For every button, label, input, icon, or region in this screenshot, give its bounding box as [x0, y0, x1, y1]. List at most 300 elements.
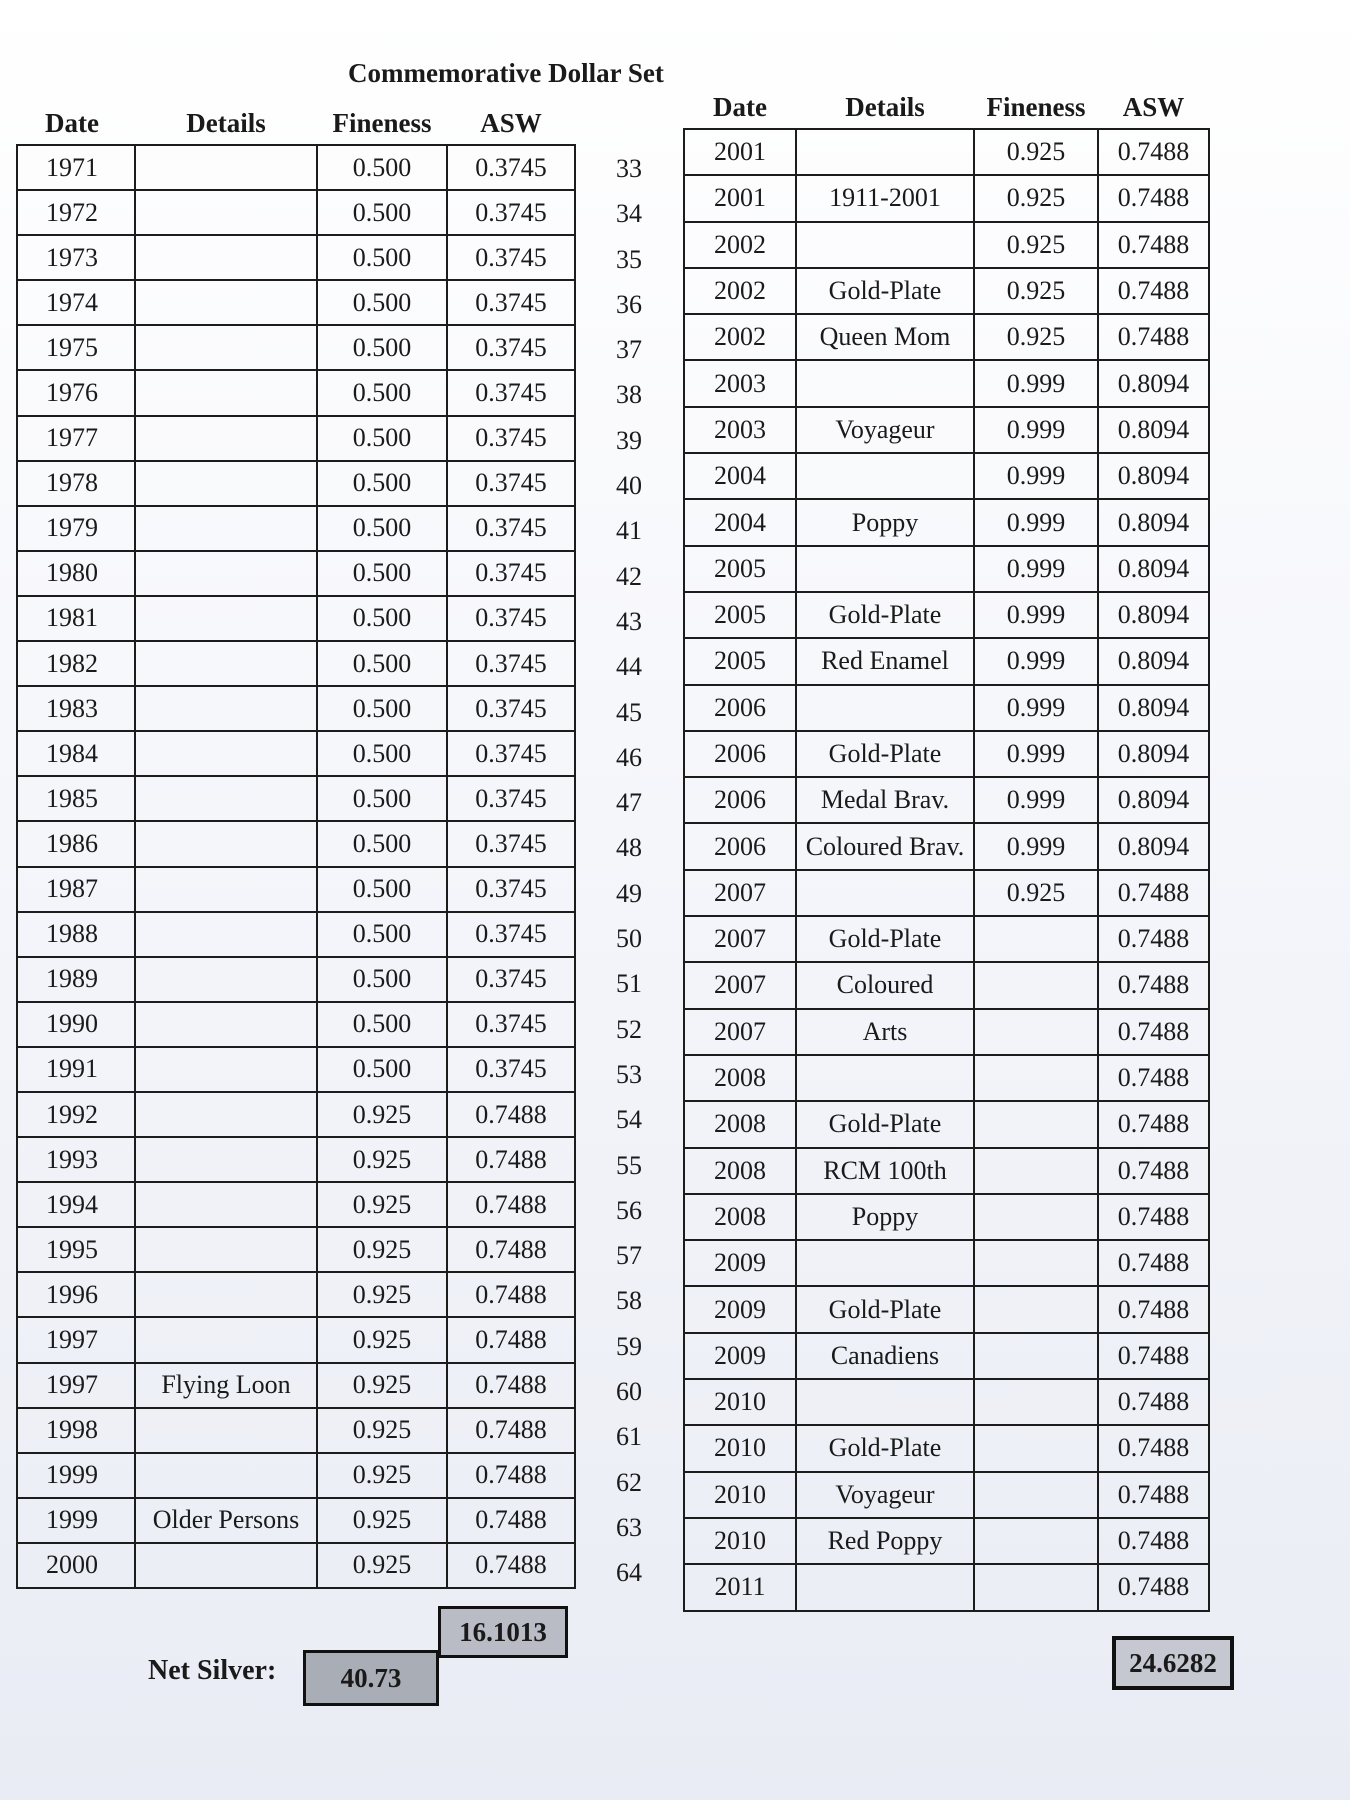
cell-asw: 0.7488	[1098, 1518, 1209, 1564]
cell-asw: 0.3745	[447, 325, 575, 370]
header-details: Details	[186, 107, 266, 138]
cell-asw: 0.3745	[447, 416, 575, 461]
table-row	[17, 912, 575, 957]
cell-date: 1998	[17, 1408, 135, 1453]
row-number: 57	[616, 1241, 642, 1271]
cell-details	[135, 641, 317, 686]
table-row	[684, 268, 1209, 314]
page-title: Commemorative Dollar Set	[348, 58, 664, 88]
cell-date: 2005	[684, 638, 796, 684]
cell-fineness: 0.999	[974, 592, 1098, 638]
cell-details	[796, 1055, 974, 1101]
cell-date: 2005	[684, 546, 796, 592]
cell-details	[135, 1543, 317, 1588]
table-row	[684, 1425, 1209, 1471]
table-row	[684, 1101, 1209, 1147]
cell-fineness	[974, 1425, 1098, 1471]
cell-asw: 0.7488	[447, 1317, 575, 1362]
table-row	[684, 685, 1209, 731]
cell-fineness: 0.925	[317, 1408, 447, 1453]
cell-asw: 0.7488	[1098, 129, 1209, 175]
table-row	[684, 360, 1209, 406]
cell-date: 2007	[684, 916, 796, 962]
cell-date: 1988	[17, 912, 135, 957]
row-number: 54	[616, 1105, 642, 1135]
cell-date: 1977	[17, 416, 135, 461]
row-number: 46	[616, 742, 642, 772]
table-row	[17, 1363, 575, 1408]
cell-fineness: 0.925	[974, 129, 1098, 175]
table-row	[17, 1002, 575, 1047]
cell-fineness: 0.999	[974, 638, 1098, 684]
cell-asw: 0.3745	[447, 461, 575, 506]
cell-asw: 0.3745	[447, 776, 575, 821]
cell-details	[135, 1227, 317, 1272]
cell-details	[135, 731, 317, 776]
table-row	[684, 1472, 1209, 1518]
cell-asw: 0.7488	[1098, 1333, 1209, 1379]
cell-details	[796, 1240, 974, 1286]
cell-asw: 0.7488	[1098, 222, 1209, 268]
table-row	[17, 416, 575, 461]
row-number: 51	[616, 969, 642, 999]
cell-fineness: 0.925	[317, 1317, 447, 1362]
table-row	[17, 1498, 575, 1543]
cell-fineness: 0.500	[317, 190, 447, 235]
cell-details: Older Persons	[135, 1498, 317, 1543]
cell-asw: 0.3745	[447, 506, 575, 551]
cell-details	[135, 1002, 317, 1047]
cell-date: 2006	[684, 777, 796, 823]
cell-date: 1980	[17, 551, 135, 596]
cell-fineness: 0.999	[974, 499, 1098, 545]
cell-asw: 0.7488	[1098, 1425, 1209, 1471]
cell-asw: 0.7488	[1098, 1472, 1209, 1518]
row-number: 61	[616, 1422, 642, 1452]
table-row	[17, 957, 575, 1002]
table-row	[17, 461, 575, 506]
cell-fineness: 0.999	[974, 823, 1098, 869]
table-row	[17, 1137, 575, 1182]
table-row	[17, 551, 575, 596]
header-date: Date	[713, 91, 767, 122]
cell-fineness: 0.925	[974, 314, 1098, 360]
cell-fineness: 0.925	[317, 1363, 447, 1408]
cell-fineness	[974, 916, 1098, 962]
cell-fineness: 0.999	[974, 453, 1098, 499]
table-row	[17, 1272, 575, 1317]
cell-details	[796, 222, 974, 268]
cell-details: Gold-Plate	[796, 592, 974, 638]
cell-details	[135, 551, 317, 596]
cell-asw: 0.8094	[1098, 823, 1209, 869]
cell-date: 1992	[17, 1092, 135, 1137]
table-row	[17, 686, 575, 731]
left-table	[16, 102, 576, 1589]
right-asw-total: 24.6282	[1112, 1636, 1234, 1690]
cell-details	[135, 235, 317, 280]
cell-date: 1990	[17, 1002, 135, 1047]
row-number: 47	[616, 788, 642, 818]
cell-details	[796, 129, 974, 175]
cell-fineness: 0.999	[974, 731, 1098, 777]
cell-details	[135, 867, 317, 912]
cell-details	[135, 145, 317, 190]
cell-details	[135, 506, 317, 551]
cell-fineness: 0.500	[317, 686, 447, 731]
cell-asw: 0.8094	[1098, 360, 1209, 406]
cell-date: 1972	[17, 190, 135, 235]
cell-details	[135, 686, 317, 731]
cell-fineness: 0.500	[317, 912, 447, 957]
cell-asw: 0.7488	[1098, 1379, 1209, 1425]
cell-asw: 0.7488	[447, 1408, 575, 1453]
table-row	[684, 1333, 1209, 1379]
cell-fineness: 0.925	[974, 175, 1098, 221]
cell-asw: 0.3745	[447, 957, 575, 1002]
cell-details: Gold-Plate	[796, 916, 974, 962]
cell-details	[135, 325, 317, 370]
cell-fineness	[974, 1240, 1098, 1286]
table-row	[17, 596, 575, 641]
row-number: 39	[616, 425, 642, 455]
table-row	[684, 499, 1209, 545]
cell-details: Gold-Plate	[796, 1286, 974, 1332]
cell-details	[796, 453, 974, 499]
cell-fineness: 0.925	[317, 1543, 447, 1588]
cell-details: Canadiens	[796, 1333, 974, 1379]
cell-date: 2002	[684, 314, 796, 360]
cell-asw: 0.7488	[447, 1272, 575, 1317]
cell-asw: 0.7488	[447, 1543, 575, 1588]
cell-fineness: 0.925	[317, 1092, 447, 1137]
row-number: 55	[616, 1150, 642, 1180]
cell-fineness: 0.500	[317, 776, 447, 821]
cell-asw: 0.7488	[1098, 1009, 1209, 1055]
row-number: 45	[616, 697, 642, 727]
cell-date: 2011	[684, 1564, 796, 1610]
header-asw: ASW	[480, 107, 542, 138]
cell-details	[796, 685, 974, 731]
cell-date: 2008	[684, 1055, 796, 1101]
cell-asw: 0.3745	[447, 1002, 575, 1047]
cell-date: 2009	[684, 1286, 796, 1332]
cell-asw: 0.8094	[1098, 499, 1209, 545]
cell-details: Arts	[796, 1009, 974, 1055]
table-row	[684, 823, 1209, 869]
table-row	[17, 867, 575, 912]
cell-date: 2005	[684, 592, 796, 638]
cell-asw: 0.8094	[1098, 685, 1209, 731]
row-number: 49	[616, 878, 642, 908]
cell-date: 1976	[17, 370, 135, 415]
row-number: 63	[616, 1512, 642, 1542]
row-number: 53	[616, 1059, 642, 1089]
cell-fineness: 0.500	[317, 506, 447, 551]
table-row	[17, 821, 575, 866]
cell-asw: 0.8094	[1098, 453, 1209, 499]
cell-details: Poppy	[796, 499, 974, 545]
cell-asw: 0.3745	[447, 280, 575, 325]
table-row	[684, 314, 1209, 360]
row-number: 35	[616, 244, 642, 274]
cell-fineness: 0.500	[317, 370, 447, 415]
table-row	[17, 1453, 575, 1498]
table-row	[17, 145, 575, 190]
row-number: 48	[616, 833, 642, 863]
cell-fineness: 0.500	[317, 867, 447, 912]
cell-details: Coloured Brav.	[796, 823, 974, 869]
cell-asw: 0.7488	[1098, 1194, 1209, 1240]
cell-details: RCM 100th	[796, 1148, 974, 1194]
cell-asw: 0.7488	[1098, 916, 1209, 962]
cell-fineness	[974, 1286, 1098, 1332]
cell-asw: 0.7488	[1098, 1055, 1209, 1101]
cell-fineness: 0.500	[317, 551, 447, 596]
cell-date: 2008	[684, 1148, 796, 1194]
cell-details	[135, 821, 317, 866]
row-number: 52	[616, 1014, 642, 1044]
row-number: 56	[616, 1195, 642, 1225]
table-row	[684, 129, 1209, 175]
table-row	[17, 1092, 575, 1137]
cell-details	[796, 546, 974, 592]
cell-date: 2001	[684, 175, 796, 221]
cell-details	[135, 461, 317, 506]
header-date: Date	[45, 107, 99, 138]
cell-date: 1987	[17, 867, 135, 912]
table-row	[684, 731, 1209, 777]
cell-asw: 0.7488	[447, 1227, 575, 1272]
row-number: 38	[616, 380, 642, 410]
cell-date: 1975	[17, 325, 135, 370]
table-row	[684, 1148, 1209, 1194]
cell-details	[796, 1379, 974, 1425]
cell-fineness: 0.500	[317, 235, 447, 280]
cell-fineness	[974, 1194, 1098, 1240]
cell-date: 1984	[17, 731, 135, 776]
cell-fineness	[974, 1009, 1098, 1055]
table-row	[17, 1408, 575, 1453]
net-silver-label: Net Silver:	[148, 1655, 277, 1686]
cell-fineness: 0.925	[317, 1272, 447, 1317]
cell-date: 2004	[684, 499, 796, 545]
cell-details	[796, 1564, 974, 1610]
cell-date: 2000	[17, 1543, 135, 1588]
cell-details: Voyageur	[796, 407, 974, 453]
table-row	[684, 870, 1209, 916]
table-row	[684, 638, 1209, 684]
cell-fineness	[974, 1472, 1098, 1518]
table-row	[17, 280, 575, 325]
cell-fineness	[974, 1333, 1098, 1379]
cell-date: 2010	[684, 1379, 796, 1425]
row-number: 50	[616, 924, 642, 954]
row-number: 41	[616, 516, 642, 546]
cell-date: 2006	[684, 731, 796, 777]
cell-date: 1986	[17, 821, 135, 866]
cell-fineness	[974, 1101, 1098, 1147]
cell-date: 1997	[17, 1363, 135, 1408]
row-number: 64	[616, 1558, 642, 1588]
cell-fineness: 0.925	[317, 1182, 447, 1227]
cell-fineness: 0.500	[317, 1002, 447, 1047]
cell-date: 1983	[17, 686, 135, 731]
cell-date: 1991	[17, 1047, 135, 1092]
cell-asw: 0.3745	[447, 821, 575, 866]
cell-asw: 0.7488	[1098, 1101, 1209, 1147]
cell-fineness	[974, 1564, 1098, 1610]
table-row	[17, 731, 575, 776]
table-row	[17, 325, 575, 370]
table-row	[684, 1055, 1209, 1101]
cell-fineness: 0.999	[974, 546, 1098, 592]
cell-asw: 0.8094	[1098, 777, 1209, 823]
cell-details: Gold-Plate	[796, 1425, 974, 1471]
cell-asw: 0.8094	[1098, 731, 1209, 777]
table-row	[684, 222, 1209, 268]
cell-date: 1994	[17, 1182, 135, 1227]
cell-asw: 0.7488	[447, 1092, 575, 1137]
row-number: 37	[616, 335, 642, 365]
cell-asw: 0.3745	[447, 596, 575, 641]
cell-date: 2009	[684, 1333, 796, 1379]
cell-date: 1999	[17, 1498, 135, 1543]
cell-details	[135, 1092, 317, 1137]
cell-fineness: 0.500	[317, 325, 447, 370]
cell-date: 2010	[684, 1425, 796, 1471]
table-row	[17, 1317, 575, 1362]
cell-asw: 0.7488	[447, 1363, 575, 1408]
cell-date: 2002	[684, 222, 796, 268]
table-row	[684, 592, 1209, 638]
cell-details	[135, 1272, 317, 1317]
net-silver-value: 40.73	[303, 1650, 439, 1706]
row-number: 59	[616, 1331, 642, 1361]
table-row	[684, 1286, 1209, 1332]
cell-date: 1996	[17, 1272, 135, 1317]
cell-details: Red Poppy	[796, 1518, 974, 1564]
cell-date: 1973	[17, 235, 135, 280]
cell-asw: 0.3745	[447, 867, 575, 912]
cell-date: 1995	[17, 1227, 135, 1272]
cell-fineness: 0.925	[974, 222, 1098, 268]
cell-fineness: 0.500	[317, 957, 447, 1002]
cell-details: Voyageur	[796, 1472, 974, 1518]
cell-date: 2009	[684, 1240, 796, 1286]
cell-fineness: 0.999	[974, 407, 1098, 453]
cell-asw: 0.3745	[447, 731, 575, 776]
cell-date: 1997	[17, 1317, 135, 1362]
cell-details: Gold-Plate	[796, 268, 974, 314]
cell-asw: 0.7488	[1098, 1240, 1209, 1286]
cell-asw: 0.8094	[1098, 546, 1209, 592]
cell-fineness: 0.999	[974, 360, 1098, 406]
table-row	[17, 370, 575, 415]
cell-asw: 0.7488	[447, 1498, 575, 1543]
header-details: Details	[845, 91, 925, 122]
header-asw: ASW	[1122, 91, 1185, 122]
row-number: 62	[616, 1467, 642, 1497]
row-number: 60	[616, 1377, 642, 1407]
cell-asw: 0.7488	[1098, 1148, 1209, 1194]
table-row	[17, 1543, 575, 1588]
cell-fineness: 0.500	[317, 1047, 447, 1092]
table-row	[17, 1182, 575, 1227]
cell-details: Poppy	[796, 1194, 974, 1240]
cell-date: 2007	[684, 962, 796, 1008]
cell-details	[135, 912, 317, 957]
cell-asw: 0.7488	[1098, 1286, 1209, 1332]
cell-details	[135, 1408, 317, 1453]
cell-date: 1982	[17, 641, 135, 686]
cell-fineness: 0.925	[317, 1227, 447, 1272]
cell-fineness: 0.500	[317, 596, 447, 641]
cell-details	[135, 190, 317, 235]
cell-details: 1911-2001	[796, 175, 974, 221]
cell-date: 1999	[17, 1453, 135, 1498]
right-header-row	[684, 86, 1209, 129]
cell-details: Queen Mom	[796, 314, 974, 360]
table-row	[17, 506, 575, 551]
cell-date: 2004	[684, 453, 796, 499]
row-number: 43	[616, 606, 642, 636]
cell-fineness	[974, 1055, 1098, 1101]
table-row	[684, 453, 1209, 499]
table-row	[17, 1227, 575, 1272]
row-number-column	[596, 146, 662, 1596]
cell-details	[135, 1317, 317, 1362]
cell-date: 2010	[684, 1472, 796, 1518]
cell-details	[135, 1453, 317, 1498]
cell-asw: 0.7488	[1098, 870, 1209, 916]
cell-fineness: 0.500	[317, 641, 447, 686]
cell-fineness: 0.925	[317, 1453, 447, 1498]
cell-asw: 0.3745	[447, 235, 575, 280]
table-row	[17, 776, 575, 821]
cell-fineness: 0.500	[317, 416, 447, 461]
cell-fineness: 0.500	[317, 280, 447, 325]
table-row	[17, 641, 575, 686]
cell-details	[135, 280, 317, 325]
cell-details	[796, 360, 974, 406]
cell-details	[135, 370, 317, 415]
cell-fineness	[974, 1148, 1098, 1194]
cell-asw: 0.7488	[1098, 314, 1209, 360]
cell-asw: 0.7488	[1098, 1564, 1209, 1610]
cell-details	[135, 1047, 317, 1092]
cell-date: 2007	[684, 870, 796, 916]
cell-details: Red Enamel	[796, 638, 974, 684]
cell-fineness: 0.500	[317, 145, 447, 190]
left-asw-total: 16.1013	[438, 1606, 568, 1658]
cell-date: 1989	[17, 957, 135, 1002]
cell-details	[135, 596, 317, 641]
right-table	[683, 86, 1210, 1612]
cell-details	[135, 776, 317, 821]
cell-asw: 0.8094	[1098, 592, 1209, 638]
cell-details	[135, 957, 317, 1002]
cell-date: 2007	[684, 1009, 796, 1055]
row-number: 34	[616, 199, 642, 229]
cell-asw: 0.3745	[447, 912, 575, 957]
cell-date: 2003	[684, 407, 796, 453]
header-fineness: Fineness	[332, 107, 432, 138]
table-row	[684, 916, 1209, 962]
row-number: 42	[616, 561, 642, 591]
table-row	[684, 175, 1209, 221]
cell-details: Flying Loon	[135, 1363, 317, 1408]
